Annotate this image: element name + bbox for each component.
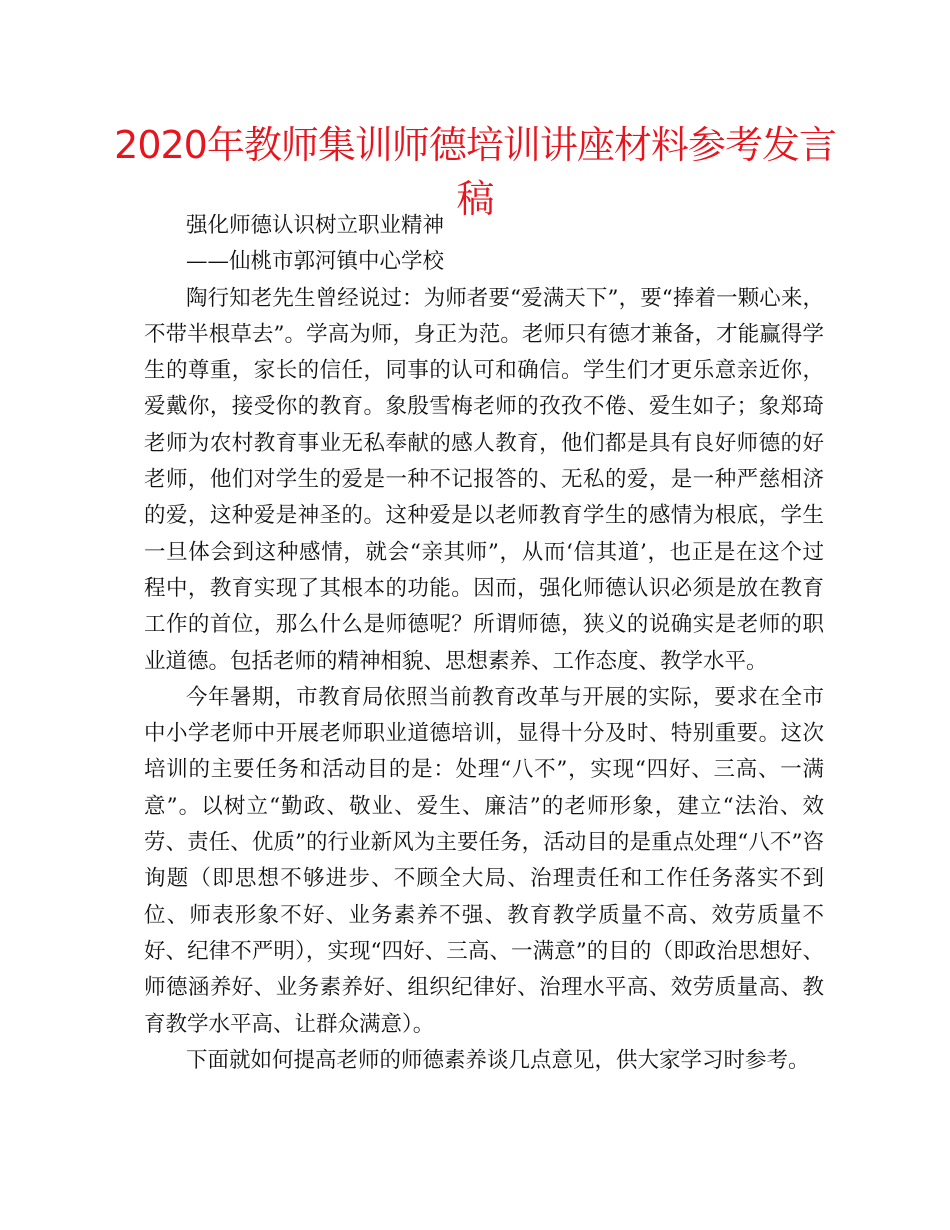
body-paragraph-1: 陶行知老先生曾经说过：为师者要“爱满天下”，要“捧着一颗心来，不带半根草去”。学高为师，身正为范。老师只有德才兼备，才能赢得学生的尊重，家长的信任，同事的认可和确信。学生们才更乐意亲近你，爱戴你，接受你的教育。象殷雪梅老师的孜孜不倦、爱生如子；象郑琦老师为农村教育事业无私奉献的感人教育，他们都是具有良好师德的好老师，他们对学生的爱是一种不记报答的、无私的爱，是一种严慈相济的爱，这种爱是神圣的。这种爱是以老师教育学生的感情为根底，学生一旦体会到这种感情，就会“亲其师”，从而‘信其道’，也正是在这个过程中，教育实现了其根本的功能。因而，强化师德认识必须是放在教育工作的首位，那么什么是师德呢？所谓师德，狭义的说确实是老师的职业道德。包括老师的精神相貌、思想素养、工作态度、教学水平。 <box>144 285 824 674</box>
document-body <box>144 208 824 1079</box>
body-paragraph-3: 下面就如何提高老师的师德素养谈几点意见，供大家学习时参考。 <box>186 1047 810 1073</box>
author-line: ——仙桃市郭河镇中心学校 <box>186 249 445 275</box>
document-title: 2020年教师集训师德培训讲座材料参考发言稿 <box>114 123 836 221</box>
subtitle-line: 强化师德认识树立职业精神 <box>186 213 445 238</box>
body-paragraph-2: 今年暑期，市教育局依照当前教育改革与开展的实际，要求在全市中小学老师中开展老师职业道德培训，显得十分及时、特别重要。这次培训的主要任务和活动目的是：处理“八不”，实现“四好、三高、一满意”。以树立“勤政、敬业、爱生、廉洁”的老师形象，建立“法治、效劳、责任、优质”的行业新风为主要任务，活动目的是重点处理“八不”咨询题（即思想不够进步、不顾全大局、治理责任和工作任务落实不到位、师表形象不好、业务素养不强、教育教学质量不高、效劳质量不好、纪律不严明），实现“四好、三高、一满意”的目的（即政治思想好、师德涵养好、业务素养好、组织纪律好、治理水平高、效劳质量高、教育教学水平高、让群众满意）。 <box>144 684 824 1037</box>
